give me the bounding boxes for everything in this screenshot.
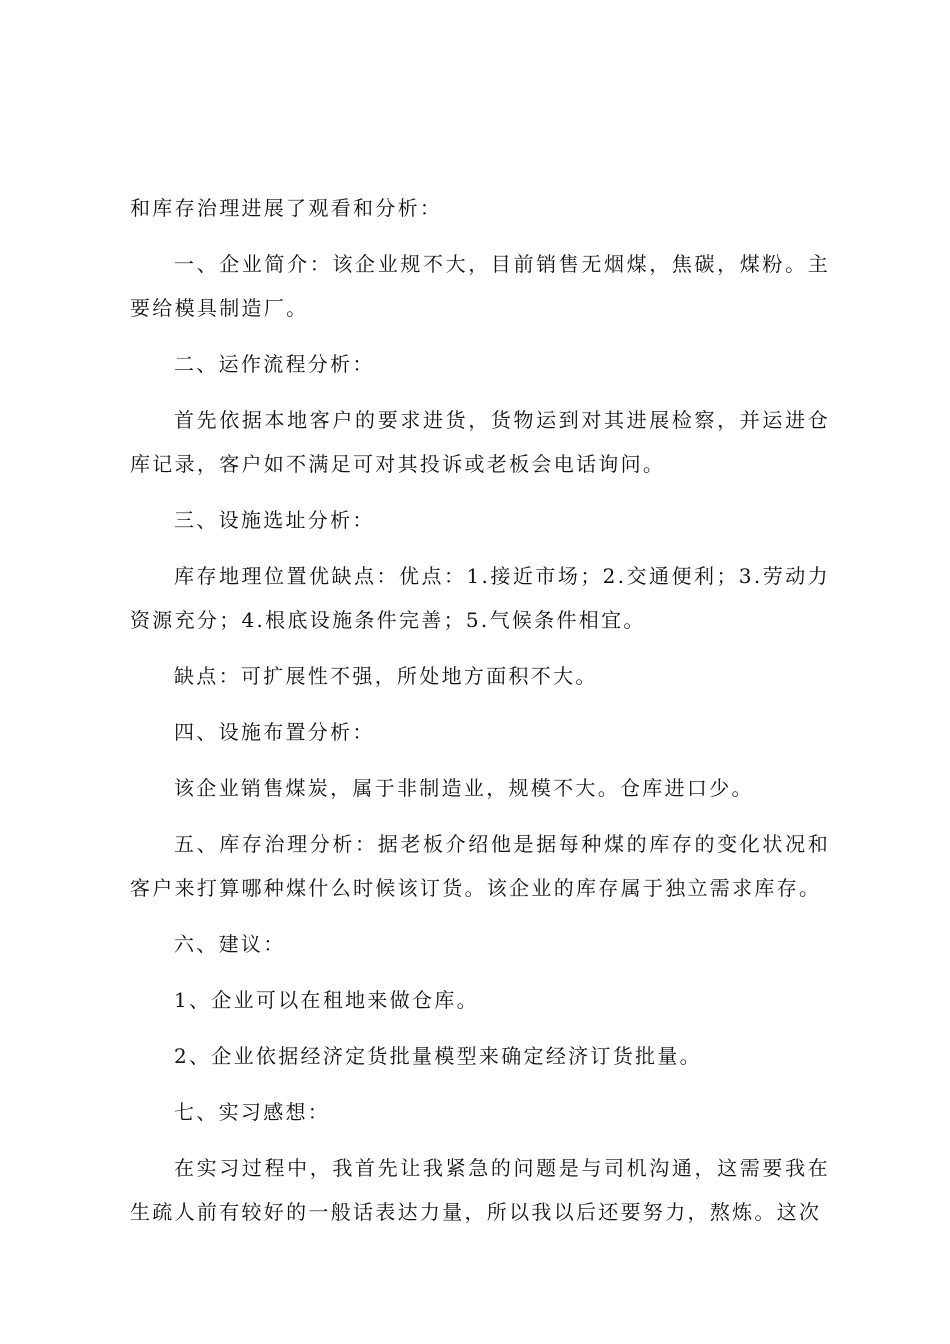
paragraph-company-intro: 一、企业简介：该企业规不大，目前销售无烟煤，焦碳，煤粉。主要给模具制造厂。	[130, 252, 830, 320]
paragraph-location-disadvantages: 缺点：可扩展性不强，所处地方面积不大。	[174, 664, 598, 688]
paragraph-operation-process: 首先依据本地客户的要求进货，货物运到对其进展检察，并运进仓库记录，客户如不满足可对其投诉或老板会电话询问。	[130, 408, 830, 476]
heading-internship-reflection: 七、实习感想：	[174, 1100, 331, 1124]
paragraph-continuation: 和库存治理进展了观看和分析：	[130, 196, 443, 220]
heading-suggestions: 六、建议：	[174, 932, 286, 956]
heading-facility-location: 三、设施选址分析：	[174, 508, 375, 532]
suggestion-item-2: 2、企业依据经济定货批量模型来确定经济订货批量。	[174, 1044, 702, 1068]
paragraph-internship-reflection: 在实习过程中，我首先让我紧急的问题是与司机沟通，这需要我在生疏人前有较好的一般话表达力量，所以我以后还要努力，熬炼。这次	[130, 1156, 830, 1224]
paragraph-location-advantages: 库存地理位置优缺点：优点：1.接近市场；2.交通便利；3.劳动力资源充分；4.根底设施条件完善；5.气候条件相宜。	[130, 564, 830, 632]
paragraph-inventory-management: 五、库存治理分析：据老板介绍他是据每种煤的库存的变化状况和客户来打算哪种煤什么时候该订货。该企业的库存属于独立需求库存。	[130, 832, 830, 900]
paragraph-facility-layout: 该企业销售煤炭，属于非制造业，规模不大。仓库进口少。	[174, 776, 754, 800]
heading-facility-layout: 四、设施布置分析：	[174, 720, 375, 744]
heading-operation-process: 二、运作流程分析：	[174, 352, 375, 376]
document-body	[130, 186, 830, 1246]
suggestion-item-1: 1、企业可以在租地来做仓库。	[174, 988, 479, 1012]
